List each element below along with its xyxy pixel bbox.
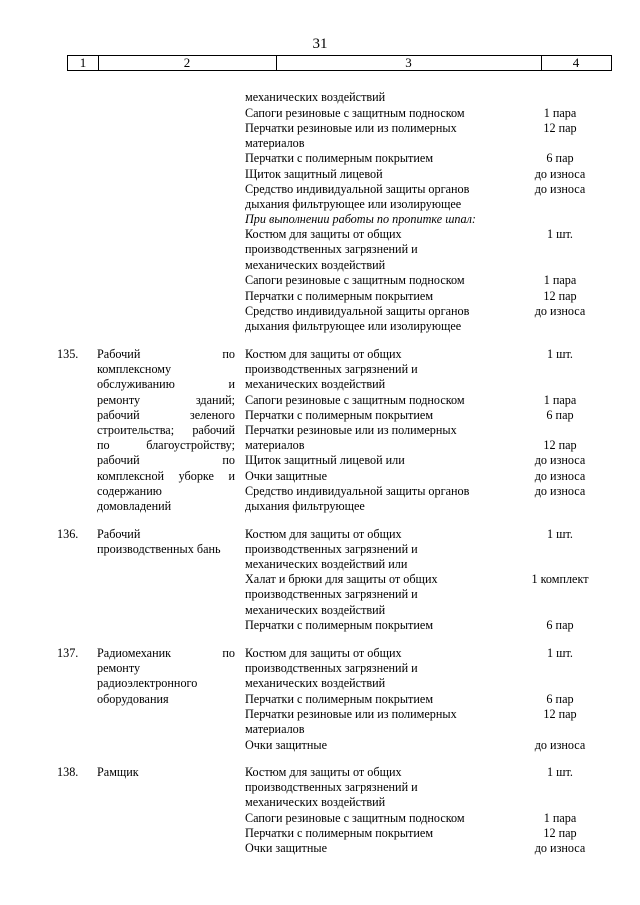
cont-line: Перчатки резиновые или из полимерных: [245, 121, 457, 135]
cont-line: Сапоги резиновые с защитным подноском: [245, 273, 465, 287]
cont-line: Костюм для защиты от общих: [245, 227, 402, 241]
cont-line: Средство индивидуальной защиты органов: [245, 304, 470, 318]
entry-number: 136.: [57, 527, 79, 541]
ppe-line: механических воздействий: [245, 795, 386, 809]
ppe-line: Перчатки резиновые или из полимерных: [245, 423, 457, 437]
ppe-qty: 6 пар: [546, 408, 574, 422]
ppe-line: дыхания фильтрующее: [245, 499, 365, 513]
ppe-qty: 1 пара: [543, 811, 577, 825]
ppe-qty: до износа: [534, 738, 586, 752]
ppe-line: производственных загрязнений и: [245, 542, 418, 556]
ppe-line: Средство индивидуальной защиты органов: [245, 484, 470, 498]
header-col-1: 1: [79, 55, 87, 70]
job-title-line: по благоустройству;: [97, 438, 235, 452]
cont-qty: 12 пар: [543, 121, 577, 135]
job-title-line: содержанию: [97, 484, 162, 498]
cont-line: Средство индивидуальной защиты органов: [245, 182, 470, 196]
ppe-line: Костюм для защиты от общих: [245, 765, 402, 779]
ppe-line: Сапоги резиновые с защитным подноском: [245, 811, 465, 825]
cont-qty: 1 пара: [543, 106, 577, 120]
ppe-line: производственных загрязнений и: [245, 780, 418, 794]
cont-line: Перчатки с полимерным покрытием: [245, 151, 434, 165]
ppe-line: материалов: [245, 722, 305, 736]
cont-qty: 6 пар: [546, 151, 574, 165]
ppe-line: Очки защитные: [245, 738, 327, 752]
ppe-line: Костюм для защиты от общих: [245, 347, 402, 361]
ppe-line: Костюм для защиты от общих: [245, 527, 402, 541]
ppe-qty: до износа: [534, 453, 586, 467]
ppe-qty: 1 комплект: [531, 572, 589, 586]
ppe-line: механических воздействий: [245, 676, 386, 690]
job-title-line: рабочий зеленого: [97, 408, 235, 422]
header-col-2: 2: [183, 55, 191, 70]
page-number: 31: [312, 36, 328, 52]
ppe-qty: 1 шт.: [547, 765, 573, 779]
ppe-qty: 1 шт.: [547, 527, 573, 541]
ppe-line: Очки защитные: [245, 469, 327, 483]
ppe-qty: до износа: [534, 841, 586, 855]
cont-qty: до износа: [534, 304, 586, 318]
ppe-line: механических воздействий: [245, 377, 386, 391]
job-title-line: Рамщик: [97, 765, 139, 779]
ppe-line: производственных загрязнений и: [245, 661, 418, 675]
ppe-qty: 12 пар: [543, 438, 577, 452]
ppe-line: механических воздействий или: [245, 557, 408, 571]
entry-number: 137.: [57, 646, 79, 660]
cont-line: дыхания фильтрующее или изолирующее: [245, 319, 462, 333]
cont-qty: до износа: [534, 182, 586, 196]
ppe-line: Сапоги резиновые с защитным подноском: [245, 393, 465, 407]
cont-qty: 1 шт.: [547, 227, 573, 241]
cont-line-italic: При выполнении работы по пропитке шпал:: [245, 212, 476, 226]
ppe-line: Перчатки с полимерным покрытием: [245, 408, 434, 422]
job-title-line: обслуживанию и: [97, 377, 235, 391]
ppe-line: Перчатки резиновые или из полимерных: [245, 707, 457, 721]
ppe-qty: 1 шт.: [547, 646, 573, 660]
cont-line: Сапоги резиновые с защитным подноском: [245, 106, 465, 120]
cont-line: механических воздействий: [245, 258, 386, 272]
ppe-line: Щиток защитный лицевой или: [245, 453, 405, 467]
job-title-line: радиоэлектронного: [97, 676, 198, 690]
ppe-qty: 12 пар: [543, 707, 577, 721]
cont-line: механических воздействий: [245, 90, 386, 104]
cont-line: Перчатки с полимерным покрытием: [245, 289, 434, 303]
cont-line: материалов: [245, 136, 305, 150]
job-title-line: оборудования: [97, 692, 169, 706]
table-header-row: [67, 55, 612, 71]
ppe-line: Очки защитные: [245, 841, 327, 855]
cont-qty: 12 пар: [543, 289, 577, 303]
ppe-qty: 1 шт.: [547, 347, 573, 361]
entry-number: 135.: [57, 347, 79, 361]
header-col-4: 4: [572, 55, 580, 70]
ppe-line: Перчатки с полимерным покрытием: [245, 692, 434, 706]
header-col-3: 3: [405, 55, 412, 70]
ppe-qty: 1 пара: [543, 393, 577, 407]
job-title-line: комплексному: [97, 362, 172, 376]
job-title-line: рабочий по: [97, 453, 235, 467]
ppe-qty: до износа: [534, 469, 586, 483]
cont-qty: до износа: [534, 167, 586, 181]
job-title-line: Рабочий по: [97, 347, 235, 361]
cont-line: дыхания фильтрующее или изолирующее: [245, 197, 462, 211]
job-title-line: строительства; рабочий: [97, 423, 235, 437]
cont-qty: 1 пара: [543, 273, 577, 287]
cont-line: Щиток защитный лицевой: [245, 167, 383, 181]
ppe-line: производственных загрязнений и: [245, 587, 418, 601]
ppe-qty: 12 пар: [543, 826, 577, 840]
job-title-line: Рабочий: [97, 527, 141, 541]
job-title-line: комплексной уборке и: [97, 469, 235, 483]
job-title-line: производственных бань: [97, 542, 221, 556]
cont-line: производственных загрязнений и: [245, 242, 418, 256]
ppe-line: Перчатки с полимерным покрытием: [245, 826, 434, 840]
job-title-line: ремонту зданий;: [97, 393, 235, 407]
job-title-line: Радиомеханик по: [97, 646, 235, 660]
job-title-line: ремонту: [97, 661, 141, 675]
ppe-qty: 6 пар: [546, 692, 574, 706]
entry-number: 138.: [57, 765, 79, 779]
ppe-line: Халат и брюки для защиты от общих: [245, 572, 438, 586]
ppe-qty: до износа: [534, 484, 586, 498]
ppe-line: производственных загрязнений и: [245, 362, 418, 376]
job-title-line: домовладений: [97, 499, 172, 513]
ppe-qty: 6 пар: [546, 618, 574, 632]
ppe-line: материалов: [245, 438, 305, 452]
ppe-line: механических воздействий: [245, 603, 386, 617]
ppe-line: Костюм для защиты от общих: [245, 646, 402, 660]
ppe-line: Перчатки с полимерным покрытием: [245, 618, 434, 632]
